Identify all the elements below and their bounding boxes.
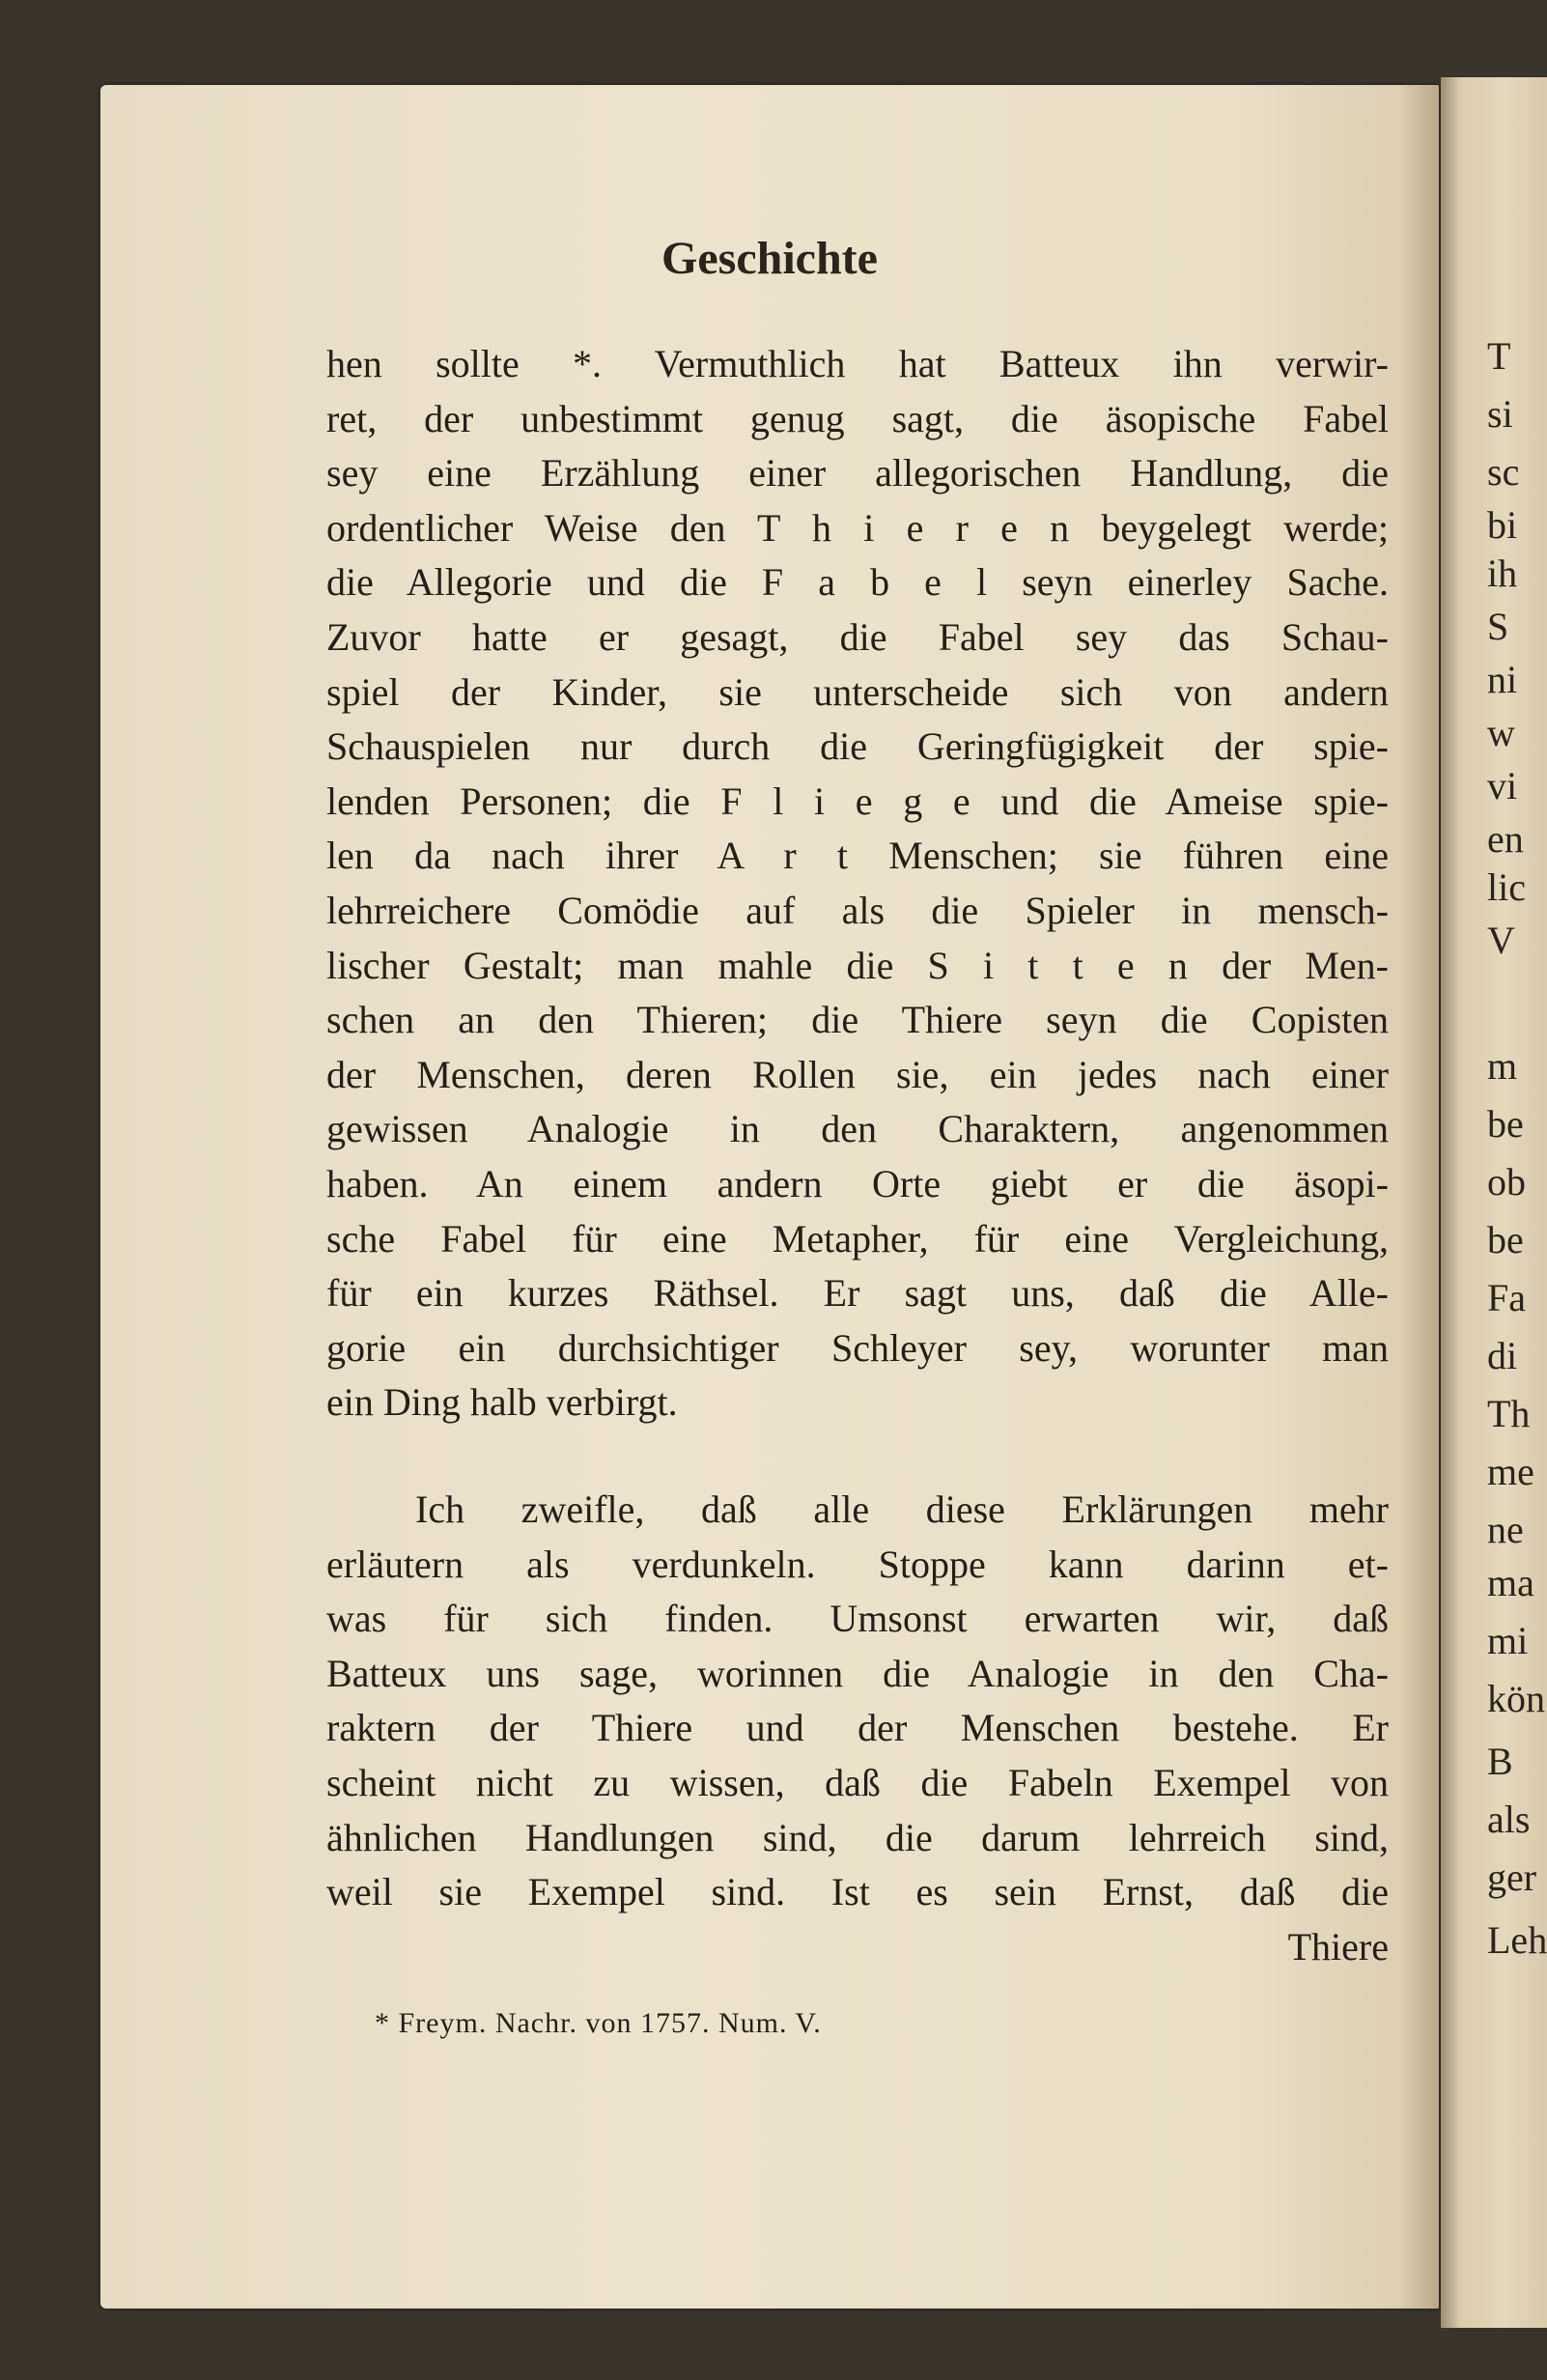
text-line: was für sich finden. Umsonst erwarten wir, daß [326,1597,1389,1641]
next-page-edge [1441,77,1547,2328]
text-line: für ein kurzes Räthsel. Er sagt uns, daß die Alle- [326,1271,1389,1316]
text-line: die Allegorie und die F a b e l seyn einerley Sache. [326,560,1389,605]
text-line: ordentlicher Weise den T h i e r e n beygelegt werde; [326,505,1389,550]
next-page-fragment: ma [1487,1561,1534,1604]
next-page-fragment: en [1487,817,1524,861]
next-page-fragment: ni [1487,658,1518,701]
text-line: erläutern als verdunkeln. Stoppe kann darinn et- [326,1542,1389,1586]
next-page-fragment: kön [1487,1677,1545,1720]
next-page-fragment: ih [1487,552,1518,595]
next-page-fragment: mi [1487,1619,1529,1662]
next-page-fragment: si [1487,392,1513,436]
next-page-fragment: Leh [1487,1918,1547,1962]
next-page-fragment: vi [1487,764,1518,808]
running-header: Geschichte [661,233,878,284]
next-page-fragment: T [1487,334,1511,378]
text-line: schen an den Thieren; die Thiere seyn die Copisten [326,998,1389,1042]
next-page-fragment: bi [1487,503,1518,547]
next-page-fragment: S [1487,605,1509,648]
text-line: lenden Personen; die F l i e g e und die Ameise spie- [326,779,1389,823]
text-line: gewissen Analogie in den Charaktern, angenommen [326,1107,1389,1151]
text-line: raktern der Thiere und der Menschen bestehe. Er [326,1706,1389,1750]
catchword: Thiere [1287,1924,1389,1969]
next-page-fragment: di [1487,1334,1518,1377]
text-line: gorie ein durchsichtiger Schleyer sey, worunter man [326,1325,1389,1370]
next-page-fragment: lic [1487,865,1526,909]
text-line: Ich zweifle, daß alle diese Erklärungen mehr [415,1488,1389,1531]
text-line: haben. An einem andern Orte giebt er die äsopi- [326,1162,1389,1205]
next-page-fragment: als [1487,1798,1531,1841]
next-page-fragment: be [1487,1102,1524,1146]
text-line: ein Ding halb verbirgt. [326,1380,678,1425]
text-line: sche Fabel für eine Metapher, für eine Vergleichung, [326,1216,1389,1261]
next-page-fragment: sc [1487,450,1520,494]
text-line: Batteux uns sage, worinnen die Analogie in den Cha- [326,1651,1389,1695]
next-page-fragment: Fa [1487,1276,1526,1319]
text-line: Schauspielen nur durch die Geringfügigkeit der spie- [326,724,1389,769]
footnote: * Freym. Nachr. von 1757. Num. V. [375,2007,822,2039]
next-page-fragment: B [1487,1740,1513,1783]
next-page-fragment: ob [1487,1160,1526,1204]
next-page-fragment: m [1487,1044,1518,1088]
text-line: spiel der Kinder, sie unterscheide sich von andern [326,669,1389,714]
next-page-fragment: be [1487,1218,1524,1261]
next-page-fragment: ger [1487,1856,1537,1899]
next-page-fragment: w [1487,711,1515,754]
text-line: ret, der unbestimmt genug sagt, die äsopische Fabel [326,396,1389,440]
text-line: der Menschen, deren Rollen sie, ein jedes nach einer [326,1052,1389,1096]
text-line: weil sie Exempel sind. Ist es sein Ernst, daß die [326,1870,1389,1914]
text-line: sey eine Erzählung einer allegorischen Handlung, die [326,451,1389,496]
text-line: Zuvor hatte er gesagt, die Fabel sey das Schau- [326,615,1389,659]
next-page-fragment: ne [1487,1508,1524,1551]
text-line: lischer Gestalt; man mahle die S i t t e n der Men- [326,943,1389,987]
text-line: scheint nicht zu wissen, daß die Fabeln Exempel von [326,1761,1389,1804]
text-line: lehrreichere Comödie auf als die Spieler in mensch- [326,889,1389,932]
text-line: len da nach ihrer A r t Menschen; sie führen eine [326,834,1389,878]
next-page-fragment: V [1487,919,1515,962]
next-page-fragment: Th [1487,1392,1531,1435]
text-line: ähnlichen Handlungen sind, die darum lehrreich sind, [326,1815,1389,1859]
next-page-fragment: me [1487,1450,1534,1493]
text-line: hen sollte *. Vermuthlich hat Batteux ihn verwir- [326,342,1389,385]
book-page [100,85,1439,2309]
